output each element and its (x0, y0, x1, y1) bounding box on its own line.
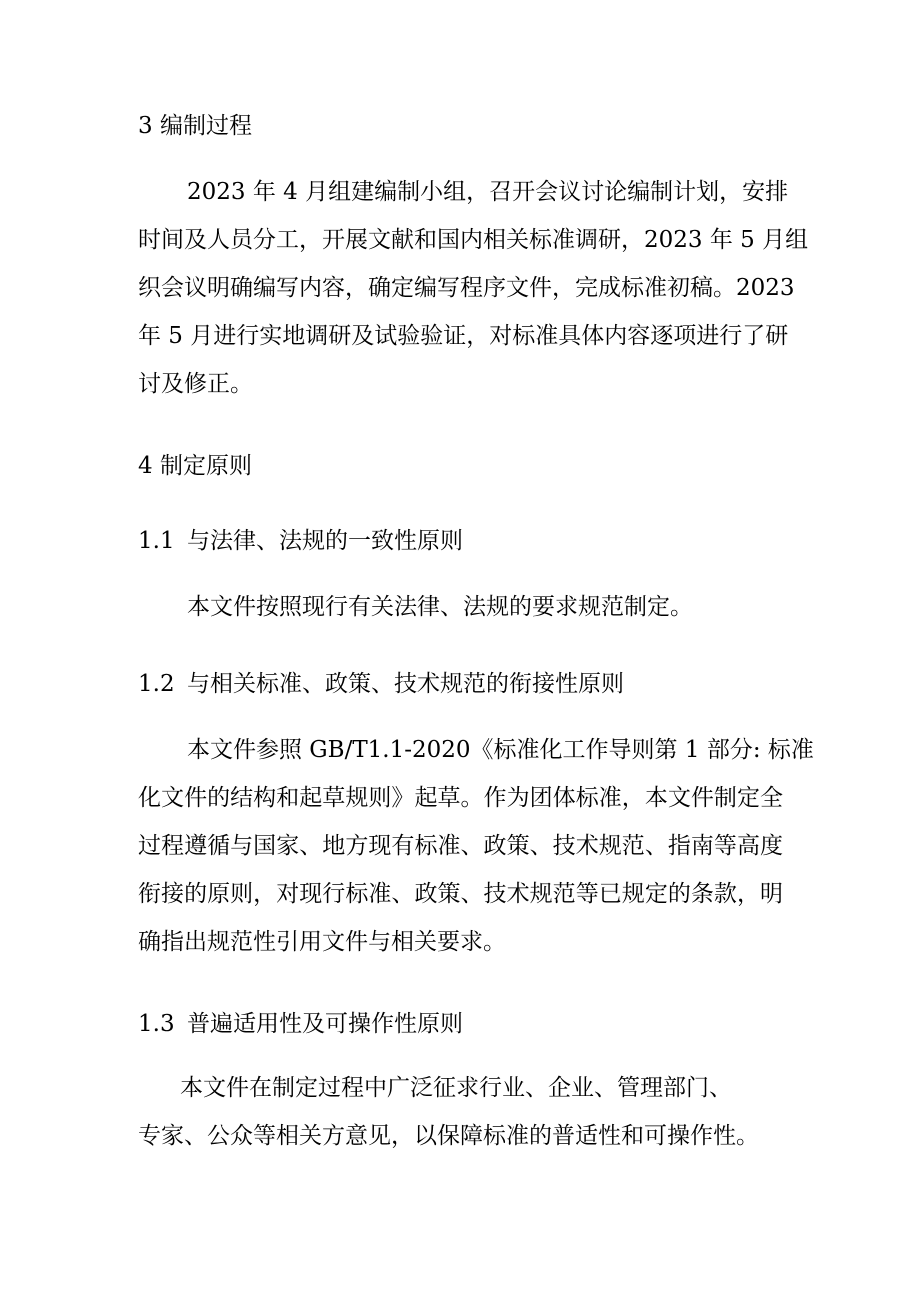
subsection-1-2-paragraph-line-3: 过程遵循与国家、地方现有标准、政策、技术规范、指南等高度 (138, 833, 783, 859)
subsection-1-2-title: 与相关标准、政策、技术规范的衔接性原则 (187, 671, 624, 697)
section-3-paragraph-line-2: 时间及人员分工，开展文献和国内相关标准调研，2023 年 5 月组 (138, 227, 809, 253)
subsection-1-3-paragraph-line-2: 专家、公众等相关方意见，以保障标准的普适性和可操作性。 (138, 1123, 759, 1149)
subsection-1-2-paragraph-line-1: 本文件参照 GB/T1.1-2020《标准化工作导则第 1 部分: 标准 (187, 737, 814, 763)
section-3-paragraph-line-1: 2023 年 4 月组建编制小组，召开会议讨论编制计划，安排 (187, 179, 789, 205)
section-4-heading: 4 制定原则 (138, 453, 252, 479)
subsection-1-1-paragraph-line-1: 本文件按照现行有关法律、法规的要求规范制定。 (187, 594, 693, 620)
section-3-paragraph-line-3: 织会议明确编写内容，确定编写程序文件，完成标准初稿。2023 (138, 275, 795, 301)
section-3-paragraph-line-4: 年 5 月进行实地调研及试验验证，对标准具体内容逐项进行了研 (138, 323, 789, 349)
subsection-1-2-paragraph-line-5: 确指出规范性引用文件与相关要求。 (138, 929, 506, 955)
subsection-1-1-title: 与法律、法规的一致性原则 (187, 528, 463, 554)
subsection-1-3-paragraph-line-1: 本文件在制定过程中广泛征求行业、企业、管理部门、 (180, 1075, 732, 1101)
subsection-1-3-number: 1.3 (138, 1011, 175, 1037)
subsection-1-2-paragraph-line-2: 化文件的结构和起草规则》起草。作为团体标准，本文件制定全 (138, 785, 783, 811)
subsection-1-3-title: 普遍适用性及可操作性原则 (187, 1011, 463, 1037)
subsection-1-2-number: 1.2 (138, 671, 175, 697)
section-3-heading: 3 编制过程 (138, 113, 252, 139)
section-3-paragraph-line-5: 讨及修正。 (138, 371, 253, 397)
subsection-1-2-paragraph-line-4: 衔接的原则，对现行标准、政策、技术规范等已规定的条款，明 (138, 881, 783, 907)
subsection-1-1-number: 1.1 (138, 528, 175, 554)
